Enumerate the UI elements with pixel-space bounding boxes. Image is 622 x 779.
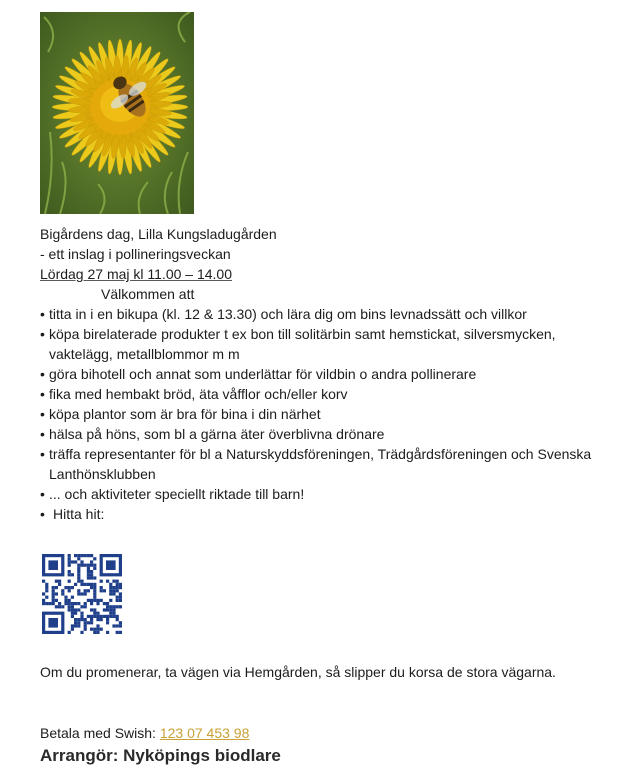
bullet-icon: • bbox=[40, 486, 45, 502]
bullet-icon: • bbox=[40, 406, 45, 422]
activity-item bbox=[40, 304, 600, 324]
organizer: Arrangör: Nyköpings biodlare bbox=[40, 746, 281, 765]
activity-text: hälsa på höns, som bl a gärna äter överblivna drönare bbox=[49, 426, 385, 442]
bee-on-dandelion-photo bbox=[40, 12, 194, 214]
bullet-icon: • bbox=[40, 386, 45, 402]
activity-list bbox=[40, 304, 600, 504]
bullet-icon: • bbox=[40, 306, 45, 322]
activity-item bbox=[40, 444, 600, 484]
event-subtitle: - ett inslag i pollineringsveckan bbox=[40, 246, 231, 262]
activity-text: köpa plantor som är bra för bina i din närhet bbox=[49, 406, 321, 422]
swish-number-link[interactable]: 123 07 453 98 bbox=[159, 725, 250, 741]
event-datetime: Lördag 27 maj kl 11.00 – 14.00 bbox=[40, 266, 232, 282]
bullet-icon: • bbox=[40, 426, 45, 442]
activity-text: titta in i en bikupa (kl. 12 & 13.30) och lära dig om bins levnadssätt och villkor bbox=[49, 306, 527, 322]
activity-item bbox=[40, 324, 600, 364]
event-description bbox=[40, 224, 600, 524]
swish-payment bbox=[40, 723, 249, 743]
bullet-icon: • bbox=[40, 506, 45, 522]
activity-item bbox=[40, 384, 600, 404]
dandelion-image bbox=[40, 12, 194, 214]
activity-text: ... och aktiviteter speciellt riktade till barn! bbox=[49, 486, 305, 502]
bullet-icon: • bbox=[40, 366, 45, 382]
qr-code-icon[interactable] bbox=[42, 554, 122, 634]
activity-item bbox=[40, 424, 600, 444]
bullet-icon: • bbox=[40, 326, 45, 342]
walking-directions: Om du promenerar, ta vägen via Hemgården, så slipper du korsa de stora vägarna. bbox=[40, 664, 556, 680]
bullet-icon: • bbox=[40, 446, 45, 462]
activity-item bbox=[40, 364, 600, 384]
event-title: Bigårdens dag, Lilla Kungsladugården bbox=[40, 226, 277, 242]
welcome-text: Välkommen att bbox=[101, 286, 195, 302]
directions-label: Hitta hit: bbox=[53, 506, 105, 522]
activity-item bbox=[40, 404, 600, 424]
activity-text: fika med hembakt bröd, äta våfflor och/eller korv bbox=[49, 386, 348, 402]
activity-text: köpa birelaterade produkter t ex bon till solitärbin samt hemstickat, silversmycken, vaktelägg, metallblommor m m bbox=[49, 326, 556, 362]
directions-item bbox=[40, 504, 600, 524]
swish-label: Betala med Swish: bbox=[40, 725, 156, 741]
activity-item bbox=[40, 484, 600, 504]
activity-text: göra bihotell och annat som underlättar för vildbin o andra pollinerare bbox=[49, 366, 477, 382]
activity-text: träffa representanter för bl a Naturskyddsföreningen, Trädgårdsföreningen och Svenska Lanthönsklubben bbox=[49, 446, 592, 482]
